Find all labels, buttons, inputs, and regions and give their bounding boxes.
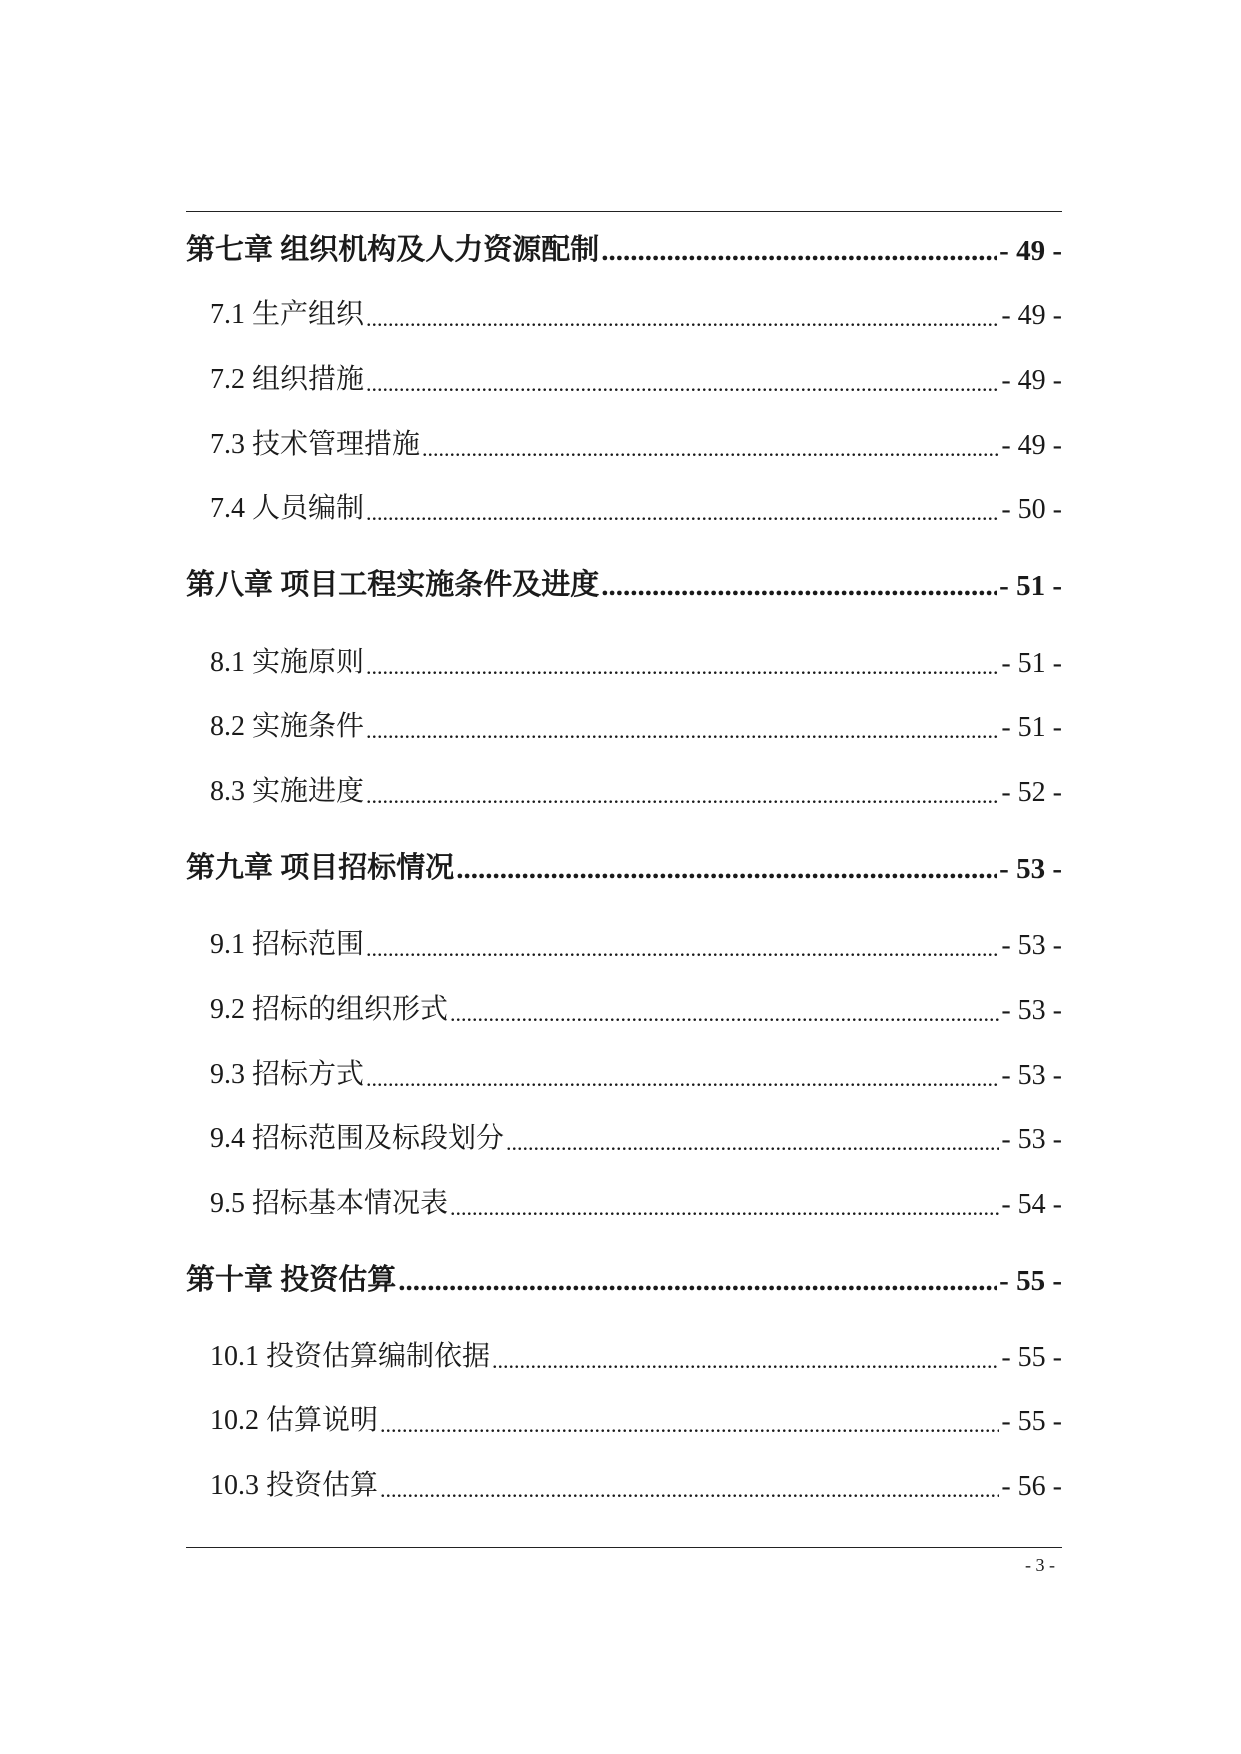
toc-entry-title: 第八章 项目工程实施条件及进度: [186, 569, 600, 601]
toc-entry-title: 9.2 招标的组织形式: [210, 994, 449, 1025]
toc-entry-page: - 53 -: [1001, 930, 1062, 961]
toc-dot-leader: [366, 718, 999, 744]
toc-entry-title: 8.2 实施条件: [210, 711, 365, 742]
toc-entry-title: 7.3 技术管理措施: [210, 429, 421, 460]
toc-chapter-entry[interactable]: [186, 846, 1062, 886]
toc-entry-page: - 53 -: [1001, 995, 1062, 1026]
toc-entry-page: - 51 -: [999, 570, 1062, 602]
toc-section-entry[interactable]: [186, 1334, 1062, 1374]
toc-dot-leader: [380, 1477, 999, 1503]
toc-entry-title: 7.1 生产组织: [210, 299, 365, 330]
toc-entry-title: 7.2 组织措施: [210, 364, 365, 395]
toc-chapter-entry[interactable]: [186, 228, 1062, 268]
toc-entry-title: 10.3 投资估算: [210, 1470, 379, 1501]
toc-dot-leader: [492, 1348, 999, 1374]
toc-section-entry[interactable]: [186, 1052, 1062, 1092]
toc-entry-title: 第七章 组织机构及人力资源配制: [186, 234, 600, 266]
toc-dot-leader: [366, 936, 999, 962]
header-rule: [186, 211, 1062, 212]
toc-entry-page: - 50 -: [1001, 494, 1062, 525]
toc-entry-page: - 51 -: [1001, 712, 1062, 743]
toc-entry-title: 第十章 投资估算: [186, 1264, 397, 1296]
toc-section-entry[interactable]: [186, 422, 1062, 462]
toc-dot-leader: [366, 654, 999, 680]
toc-entry-page: - 56 -: [1001, 1471, 1062, 1502]
toc-entry-title: 8.1 实施原则: [210, 647, 365, 678]
toc-dot-leader: [450, 1195, 999, 1221]
footer-rule: [186, 1547, 1062, 1548]
toc-dot-leader: [601, 570, 997, 603]
toc-section-entry[interactable]: [186, 1116, 1062, 1156]
toc-chapter-entry[interactable]: [186, 1258, 1062, 1298]
toc-section-entry[interactable]: [186, 1181, 1062, 1221]
toc-dot-leader: [456, 853, 997, 886]
toc-entry-page: - 49 -: [1001, 300, 1062, 331]
toc-entry-page: - 54 -: [1001, 1189, 1062, 1220]
toc-dot-leader: [450, 1001, 999, 1027]
toc-entry-page: - 55 -: [1001, 1406, 1062, 1437]
toc-chapter-entry[interactable]: [186, 563, 1062, 603]
toc-entry-title: 7.4 人员编制: [210, 493, 365, 524]
toc-entry-title: 9.5 招标基本情况表: [210, 1188, 449, 1219]
toc-entry-page: - 55 -: [999, 1265, 1062, 1297]
toc-entry-page: - 52 -: [1001, 777, 1062, 808]
toc-entry-page: - 53 -: [1001, 1124, 1062, 1155]
toc-section-entry[interactable]: [186, 1463, 1062, 1503]
toc-section-entry[interactable]: [186, 1398, 1062, 1438]
toc-section-entry[interactable]: [186, 987, 1062, 1027]
toc-entry-title: 9.4 招标范围及标段划分: [210, 1123, 505, 1154]
toc-entry-title: 8.3 实施进度: [210, 776, 365, 807]
toc-dot-leader: [601, 235, 997, 268]
toc-dot-leader: [366, 371, 999, 397]
page-number: - 3 -: [1025, 1555, 1055, 1575]
toc-entry-title: 9.1 招标范围: [210, 929, 365, 960]
toc-section-entry[interactable]: [186, 486, 1062, 526]
toc-entry-page: - 49 -: [999, 235, 1062, 267]
toc-entry-page: - 51 -: [1001, 648, 1062, 679]
toc-section-entry[interactable]: [186, 922, 1062, 962]
toc-dot-leader: [380, 1412, 999, 1438]
toc-section-entry[interactable]: [186, 704, 1062, 744]
toc-entry-page: - 53 -: [1001, 1060, 1062, 1091]
toc-entry-page: - 49 -: [1001, 430, 1062, 461]
toc-section-entry[interactable]: [186, 640, 1062, 680]
toc-section-entry[interactable]: [186, 769, 1062, 809]
toc-dot-leader: [366, 306, 999, 332]
toc-entry-title: 第九章 项目招标情况: [186, 852, 455, 884]
toc-section-entry[interactable]: [186, 292, 1062, 332]
toc-dot-leader: [366, 1066, 999, 1092]
toc-entry-title: 9.3 招标方式: [210, 1059, 365, 1090]
toc-entry-title: 10.1 投资估算编制依据: [210, 1341, 491, 1372]
toc-dot-leader: [366, 500, 999, 526]
toc-dot-leader: [398, 1265, 997, 1298]
toc-entry-page: - 49 -: [1001, 365, 1062, 396]
toc-dot-leader: [506, 1130, 999, 1156]
toc-entry-title: 10.2 估算说明: [210, 1405, 379, 1436]
toc-section-entry[interactable]: [186, 357, 1062, 397]
toc-entry-page: - 55 -: [1001, 1342, 1062, 1373]
toc-dot-leader: [422, 436, 999, 462]
toc-dot-leader: [366, 783, 999, 809]
toc-entry-page: - 53 -: [999, 853, 1062, 885]
